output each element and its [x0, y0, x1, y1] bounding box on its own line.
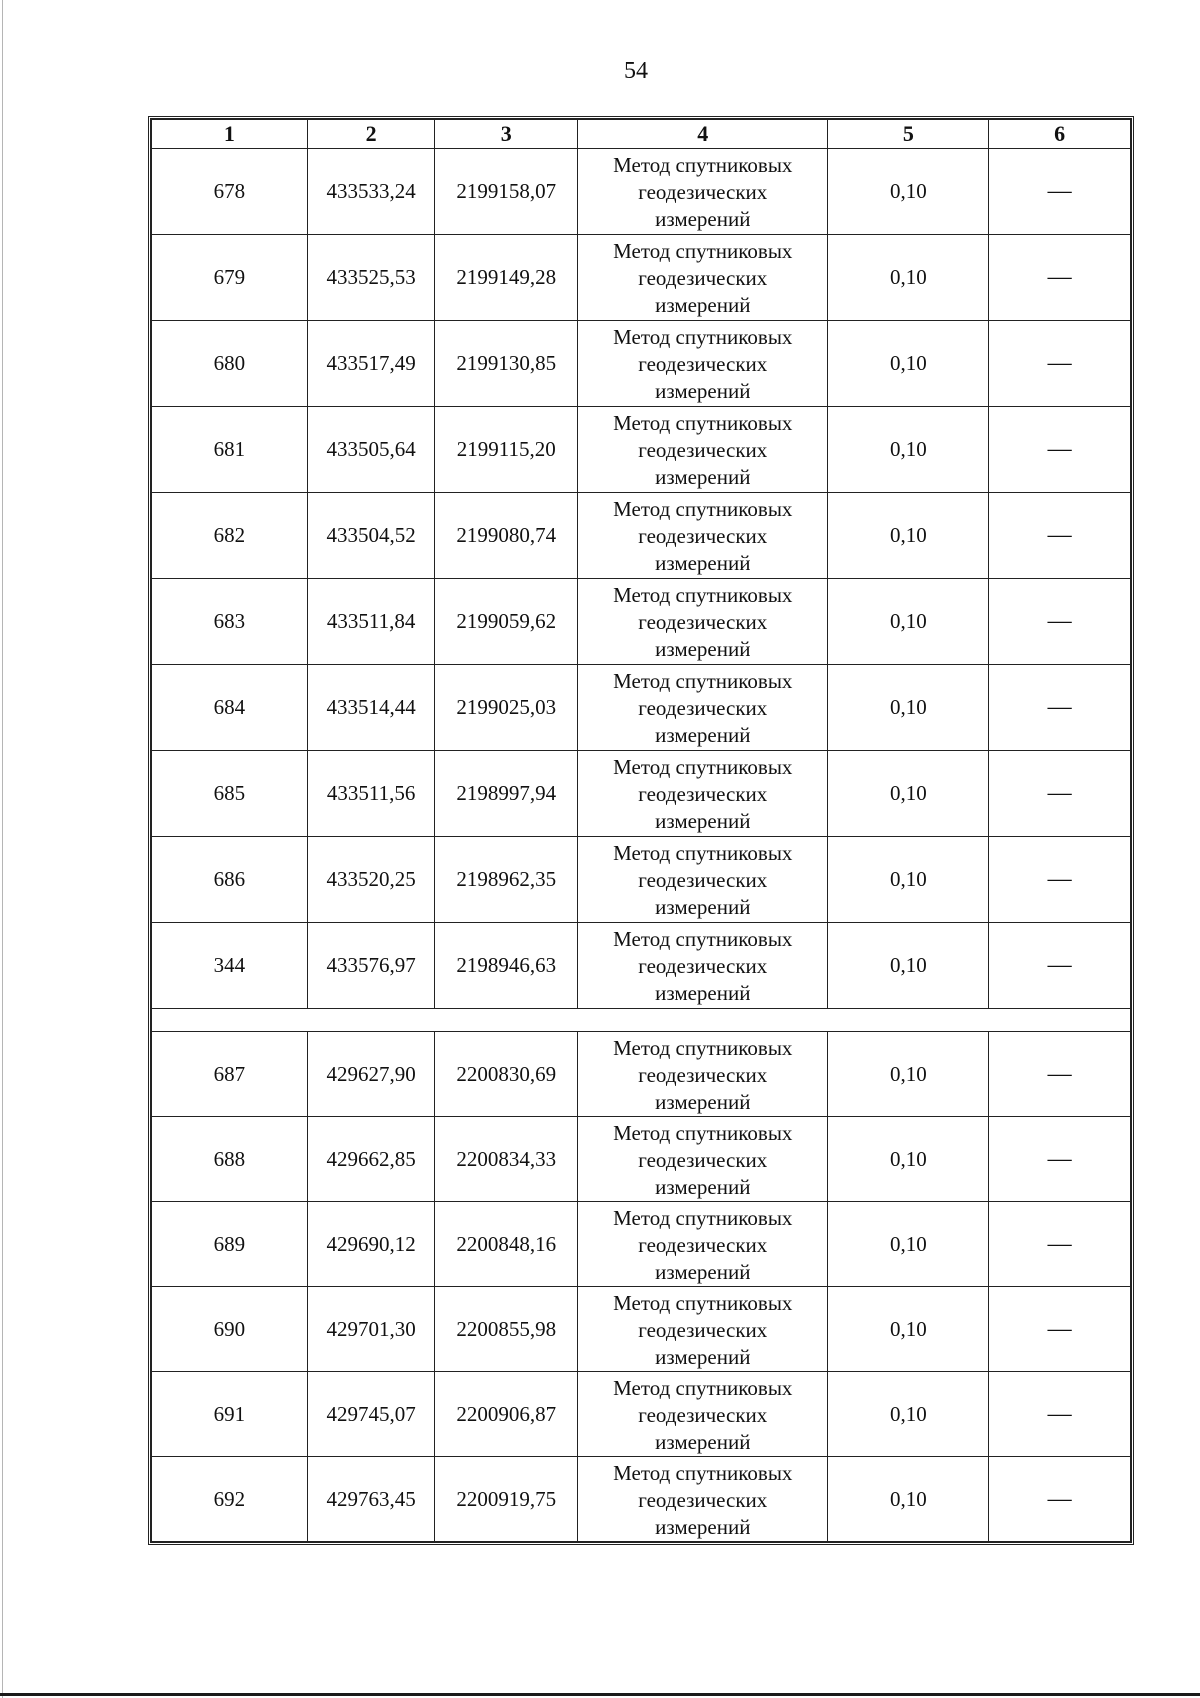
coordinate-x-cell: 433505,64 — [307, 407, 435, 493]
table-row — [152, 837, 1131, 923]
method-text-line: геодезических — [638, 180, 768, 204]
method-text-line: Метод спутниковых — [613, 1460, 793, 1485]
coordinate-x-cell: 433525,53 — [307, 235, 435, 321]
method-text-line: измерений — [655, 1259, 751, 1284]
method-cell — [578, 837, 828, 923]
method-text-line: измерений — [655, 1429, 751, 1454]
coordinate-x-cell: 429690,12 — [307, 1202, 435, 1287]
accuracy-cell: 0,10 — [828, 407, 989, 493]
header-col-5: 5 — [828, 120, 989, 149]
method-text-line: геодезических — [638, 266, 768, 290]
point-number-cell: 678 — [152, 149, 308, 235]
method-cell — [578, 665, 828, 751]
header-col-6: 6 — [989, 120, 1131, 149]
note-dash-cell: — — [989, 923, 1131, 1009]
section-separator-cell — [152, 1009, 1131, 1032]
coordinate-x-cell: 433576,97 — [307, 923, 435, 1009]
coordinate-y-cell: 2200906,87 — [435, 1372, 578, 1457]
section-separator-row — [152, 1009, 1131, 1032]
coordinate-x-cell: 429701,30 — [307, 1287, 435, 1372]
note-dash-cell: — — [989, 321, 1131, 407]
point-number-cell: 682 — [152, 493, 308, 579]
note-dash-cell: — — [989, 407, 1131, 493]
method-text-line: геодезических — [638, 610, 768, 634]
table-row — [152, 1032, 1131, 1117]
method-text-line: измерений — [655, 895, 751, 919]
point-number-cell: 689 — [152, 1202, 308, 1287]
accuracy-cell: 0,10 — [828, 321, 989, 407]
accuracy-cell: 0,10 — [828, 1117, 989, 1202]
coordinate-y-cell: 2199025,03 — [435, 665, 578, 751]
method-text-line: измерений — [655, 723, 751, 747]
method-cell — [578, 235, 828, 321]
coordinate-y-cell: 2199115,20 — [435, 407, 578, 493]
header-col-1: 1 — [152, 120, 308, 149]
table-row — [152, 923, 1131, 1009]
header-col-4: 4 — [578, 120, 828, 149]
method-text-line: измерений — [655, 809, 751, 833]
point-number-cell: 681 — [152, 407, 308, 493]
coordinate-y-cell: 2199059,62 — [435, 579, 578, 665]
coordinate-y-cell: 2198946,63 — [435, 923, 578, 1009]
method-text-line: Метод спутниковых — [613, 411, 793, 435]
note-dash-cell: — — [989, 1287, 1131, 1372]
method-cell — [578, 1032, 828, 1117]
note-dash-cell: — — [989, 235, 1131, 321]
coordinate-y-cell: 2198997,94 — [435, 751, 578, 837]
coordinate-x-cell: 433511,84 — [307, 579, 435, 665]
method-text-line: Метод спутниковых — [613, 1035, 793, 1060]
accuracy-cell: 0,10 — [828, 1032, 989, 1117]
point-number-cell: 692 — [152, 1457, 308, 1542]
method-text-line: Метод спутниковых — [613, 1290, 793, 1315]
method-text-line: геодезических — [638, 438, 768, 462]
table-row — [152, 235, 1131, 321]
method-text-line: геодезических — [638, 352, 768, 376]
method-cell — [578, 1372, 828, 1457]
method-text-line: Метод спутниковых — [613, 497, 793, 521]
method-text-line: Метод спутниковых — [613, 1205, 793, 1230]
table-row — [152, 579, 1131, 665]
accuracy-cell: 0,10 — [828, 751, 989, 837]
method-cell — [578, 923, 828, 1009]
accuracy-cell: 0,10 — [828, 149, 989, 235]
method-cell — [578, 321, 828, 407]
method-text-line: Метод спутниковых — [613, 325, 793, 349]
coordinates-table — [151, 119, 1131, 1542]
method-text-line: геодезических — [638, 1147, 768, 1172]
coordinate-y-cell: 2199158,07 — [435, 149, 578, 235]
method-text-line: измерений — [655, 1089, 751, 1114]
coordinate-y-cell: 2200848,16 — [435, 1202, 578, 1287]
method-text-line: Метод спутниковых — [613, 1375, 793, 1400]
coordinate-y-cell: 2199149,28 — [435, 235, 578, 321]
method-cell — [578, 1457, 828, 1542]
method-text-line: измерений — [655, 465, 751, 489]
accuracy-cell: 0,10 — [828, 1202, 989, 1287]
coordinate-y-cell: 2198962,35 — [435, 837, 578, 923]
table-header-row — [152, 120, 1131, 149]
accuracy-cell: 0,10 — [828, 579, 989, 665]
table-row — [152, 321, 1131, 407]
note-dash-cell: — — [989, 493, 1131, 579]
method-text-line: измерений — [655, 293, 751, 317]
coordinate-y-cell: 2199080,74 — [435, 493, 578, 579]
method-text-line: Метод спутниковых — [613, 239, 793, 263]
accuracy-cell: 0,10 — [828, 1372, 989, 1457]
table-row — [152, 1287, 1131, 1372]
note-dash-cell: — — [989, 837, 1131, 923]
coordinate-x-cell: 433520,25 — [307, 837, 435, 923]
method-text-line: Метод спутниковых — [613, 841, 793, 865]
accuracy-cell: 0,10 — [828, 1287, 989, 1372]
table-row — [152, 1117, 1131, 1202]
coordinate-x-cell: 429662,85 — [307, 1117, 435, 1202]
note-dash-cell: — — [989, 1372, 1131, 1457]
point-number-cell: 679 — [152, 235, 308, 321]
note-dash-cell: — — [989, 579, 1131, 665]
coordinate-y-cell: 2200830,69 — [435, 1032, 578, 1117]
method-cell — [578, 1202, 828, 1287]
method-text-line: Метод спутниковых — [613, 755, 793, 779]
header-col-3: 3 — [435, 120, 578, 149]
note-dash-cell: — — [989, 1117, 1131, 1202]
coordinates-table-frame — [148, 116, 1134, 1545]
note-dash-cell: — — [989, 1032, 1131, 1117]
point-number-cell: 688 — [152, 1117, 308, 1202]
method-cell — [578, 149, 828, 235]
page-number: 54 — [624, 58, 648, 84]
note-dash-cell: — — [989, 751, 1131, 837]
method-text-line: геодезических — [638, 1402, 768, 1427]
note-dash-cell: — — [989, 149, 1131, 235]
method-text-line: Метод спутниковых — [613, 153, 793, 177]
method-text-line: геодезических — [638, 1232, 768, 1257]
accuracy-cell: 0,10 — [828, 493, 989, 579]
method-text-line: геодезических — [638, 1317, 768, 1342]
table-row — [152, 407, 1131, 493]
accuracy-cell: 0,10 — [828, 665, 989, 751]
coordinate-x-cell: 433533,24 — [307, 149, 435, 235]
point-number-cell: 686 — [152, 837, 308, 923]
method-text-line: Метод спутниковых — [613, 583, 793, 607]
coordinate-x-cell: 433517,49 — [307, 321, 435, 407]
table-row — [152, 1372, 1131, 1457]
point-number-cell: 684 — [152, 665, 308, 751]
point-number-cell: 691 — [152, 1372, 308, 1457]
point-number-cell: 344 — [152, 923, 308, 1009]
scan-left-edge-line — [2, 0, 3, 1698]
point-number-cell: 687 — [152, 1032, 308, 1117]
note-dash-cell: — — [989, 1202, 1131, 1287]
accuracy-cell: 0,10 — [828, 1457, 989, 1542]
note-dash-cell: — — [989, 1457, 1131, 1542]
method-text-line: геодезических — [638, 1487, 768, 1512]
point-number-cell: 690 — [152, 1287, 308, 1372]
method-text-line: геодезических — [638, 782, 768, 806]
coordinate-x-cell: 433514,44 — [307, 665, 435, 751]
method-cell — [578, 1117, 828, 1202]
method-cell — [578, 751, 828, 837]
method-text-line: измерений — [655, 207, 751, 231]
table-row — [152, 149, 1131, 235]
method-cell — [578, 1287, 828, 1372]
method-text-line: геодезических — [638, 868, 768, 892]
method-text-line: измерений — [655, 1514, 751, 1539]
coordinate-x-cell: 429627,90 — [307, 1032, 435, 1117]
method-text-line: измерений — [655, 379, 751, 403]
table-row — [152, 1202, 1131, 1287]
point-number-cell: 680 — [152, 321, 308, 407]
method-text-line: Метод спутниковых — [613, 927, 793, 951]
method-text-line: Метод спутниковых — [613, 669, 793, 693]
method-text-line: геодезических — [638, 524, 768, 548]
method-text-line: геодезических — [638, 954, 768, 978]
note-dash-cell: — — [989, 665, 1131, 751]
scan-bottom-edge-line — [0, 1693, 1200, 1696]
coordinate-y-cell: 2199130,85 — [435, 321, 578, 407]
coordinate-x-cell: 433504,52 — [307, 493, 435, 579]
coordinate-y-cell: 2200834,33 — [435, 1117, 578, 1202]
method-text-line: измерений — [655, 1344, 751, 1369]
header-col-2: 2 — [307, 120, 435, 149]
table-row — [152, 493, 1131, 579]
method-text-line: измерений — [655, 551, 751, 575]
point-number-cell: 683 — [152, 579, 308, 665]
accuracy-cell: 0,10 — [828, 235, 989, 321]
table-row — [152, 751, 1131, 837]
method-cell — [578, 579, 828, 665]
table-body — [152, 149, 1131, 1542]
coordinate-x-cell: 429763,45 — [307, 1457, 435, 1542]
point-number-cell: 685 — [152, 751, 308, 837]
method-text-line: геодезических — [638, 1062, 768, 1087]
table-row — [152, 665, 1131, 751]
coordinate-y-cell: 2200855,98 — [435, 1287, 578, 1372]
accuracy-cell: 0,10 — [828, 837, 989, 923]
method-cell — [578, 493, 828, 579]
accuracy-cell: 0,10 — [828, 923, 989, 1009]
table-row — [152, 1457, 1131, 1542]
method-text-line: геодезических — [638, 696, 768, 720]
method-cell — [578, 407, 828, 493]
coordinate-x-cell: 433511,56 — [307, 751, 435, 837]
method-text-line: измерений — [655, 1174, 751, 1199]
coordinate-y-cell: 2200919,75 — [435, 1457, 578, 1542]
method-text-line: измерений — [655, 981, 751, 1005]
coordinate-x-cell: 429745,07 — [307, 1372, 435, 1457]
method-text-line: Метод спутниковых — [613, 1120, 793, 1145]
method-text-line: измерений — [655, 637, 751, 661]
